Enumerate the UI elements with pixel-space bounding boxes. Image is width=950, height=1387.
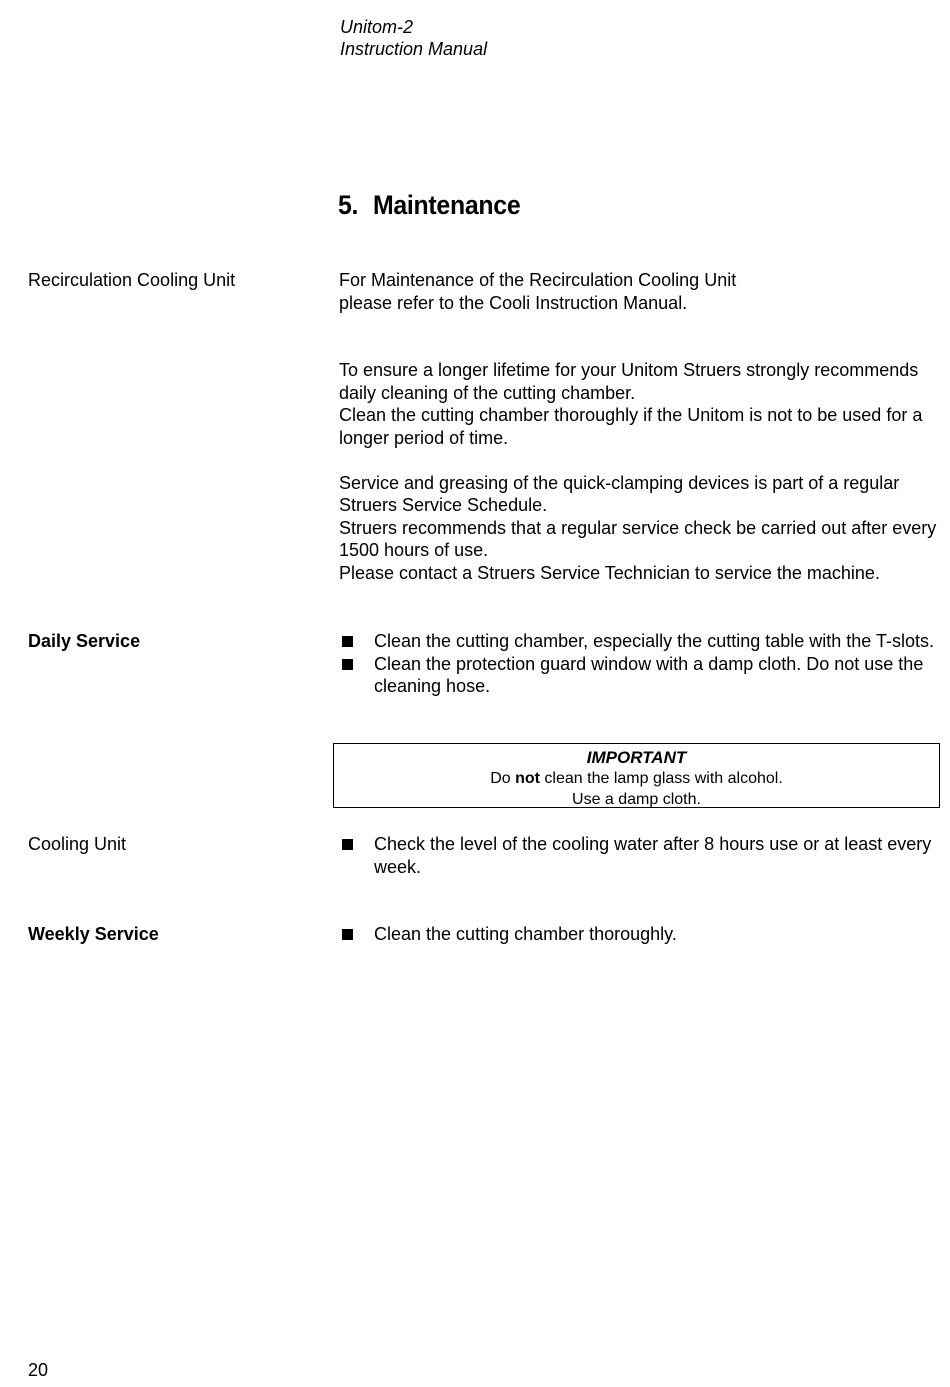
intro-block <box>339 359 944 584</box>
important-emphasis: not <box>515 770 540 787</box>
important-line-2: Use a damp cloth. <box>572 791 701 808</box>
intro-paragraph: Service and greasing of the quick-clamping devices is part of a regular Struers Service Schedule. <box>339 472 900 515</box>
important-text: Do <box>490 770 516 787</box>
list-item-text: Clean the protection guard window with a damp cloth. Do not use the cleaning hose. <box>374 653 924 696</box>
intro-paragraph: Clean the cutting chamber thoroughly if the Unitom is not to be used for a longer period of time. <box>339 405 923 448</box>
header-product: Unitom-2 <box>340 17 414 37</box>
side-label-recirculation: Recirculation Cooling Unit <box>28 270 236 290</box>
intro-paragraph: To ensure a longer lifetime for your Unitom Struers strongly recommends daily cleaning of the cutting chamber. <box>339 360 919 403</box>
intro-paragraph: Please contact a Struers Service Technician to service the machine. <box>339 562 880 583</box>
recirculation-line: For Maintenance of the Recirculation Cooling Unit <box>339 270 737 290</box>
list-item <box>339 653 944 698</box>
bullet-square-icon <box>342 839 353 850</box>
daily-service-list <box>339 630 944 698</box>
side-label-daily-service: Daily Service <box>28 631 141 651</box>
section-number: 5. <box>338 190 359 220</box>
section-title <box>338 190 520 221</box>
list-item <box>339 923 944 946</box>
intro-paragraph: Struers recommends that a regular service check be carried out after every 1500 hours of use. <box>339 517 937 560</box>
weekly-service-list <box>339 923 944 946</box>
recirculation-line: please refer to the Cooli Instruction Manual. <box>339 292 688 313</box>
page-number: 20 <box>28 1360 49 1380</box>
list-item <box>339 833 944 878</box>
side-label-cooling-unit: Cooling Unit <box>28 834 127 854</box>
important-notice-box <box>333 743 940 808</box>
bullet-square-icon <box>342 659 353 670</box>
important-line-1 <box>334 768 939 789</box>
recirculation-paragraph <box>339 269 944 314</box>
side-label-weekly-service: Weekly Service <box>28 924 159 944</box>
important-text: clean the lamp glass with alcohol. <box>539 770 783 787</box>
section-title-text: Maintenance <box>372 190 521 220</box>
list-item-text: Check the level of the cooling water after 8 hours use or at least every week. <box>374 834 932 877</box>
bullet-square-icon <box>342 929 353 940</box>
list-item-text: Clean the cutting chamber, especially the cutting table with the T-slots. <box>374 631 934 651</box>
cooling-unit-list <box>339 833 944 878</box>
important-title: IMPORTANT <box>586 748 687 767</box>
bullet-square-icon <box>342 636 353 647</box>
header-doc-type: Instruction Manual <box>340 39 488 59</box>
list-item <box>339 630 944 653</box>
running-header <box>340 16 487 60</box>
list-item-text: Clean the cutting chamber thoroughly. <box>374 924 677 944</box>
